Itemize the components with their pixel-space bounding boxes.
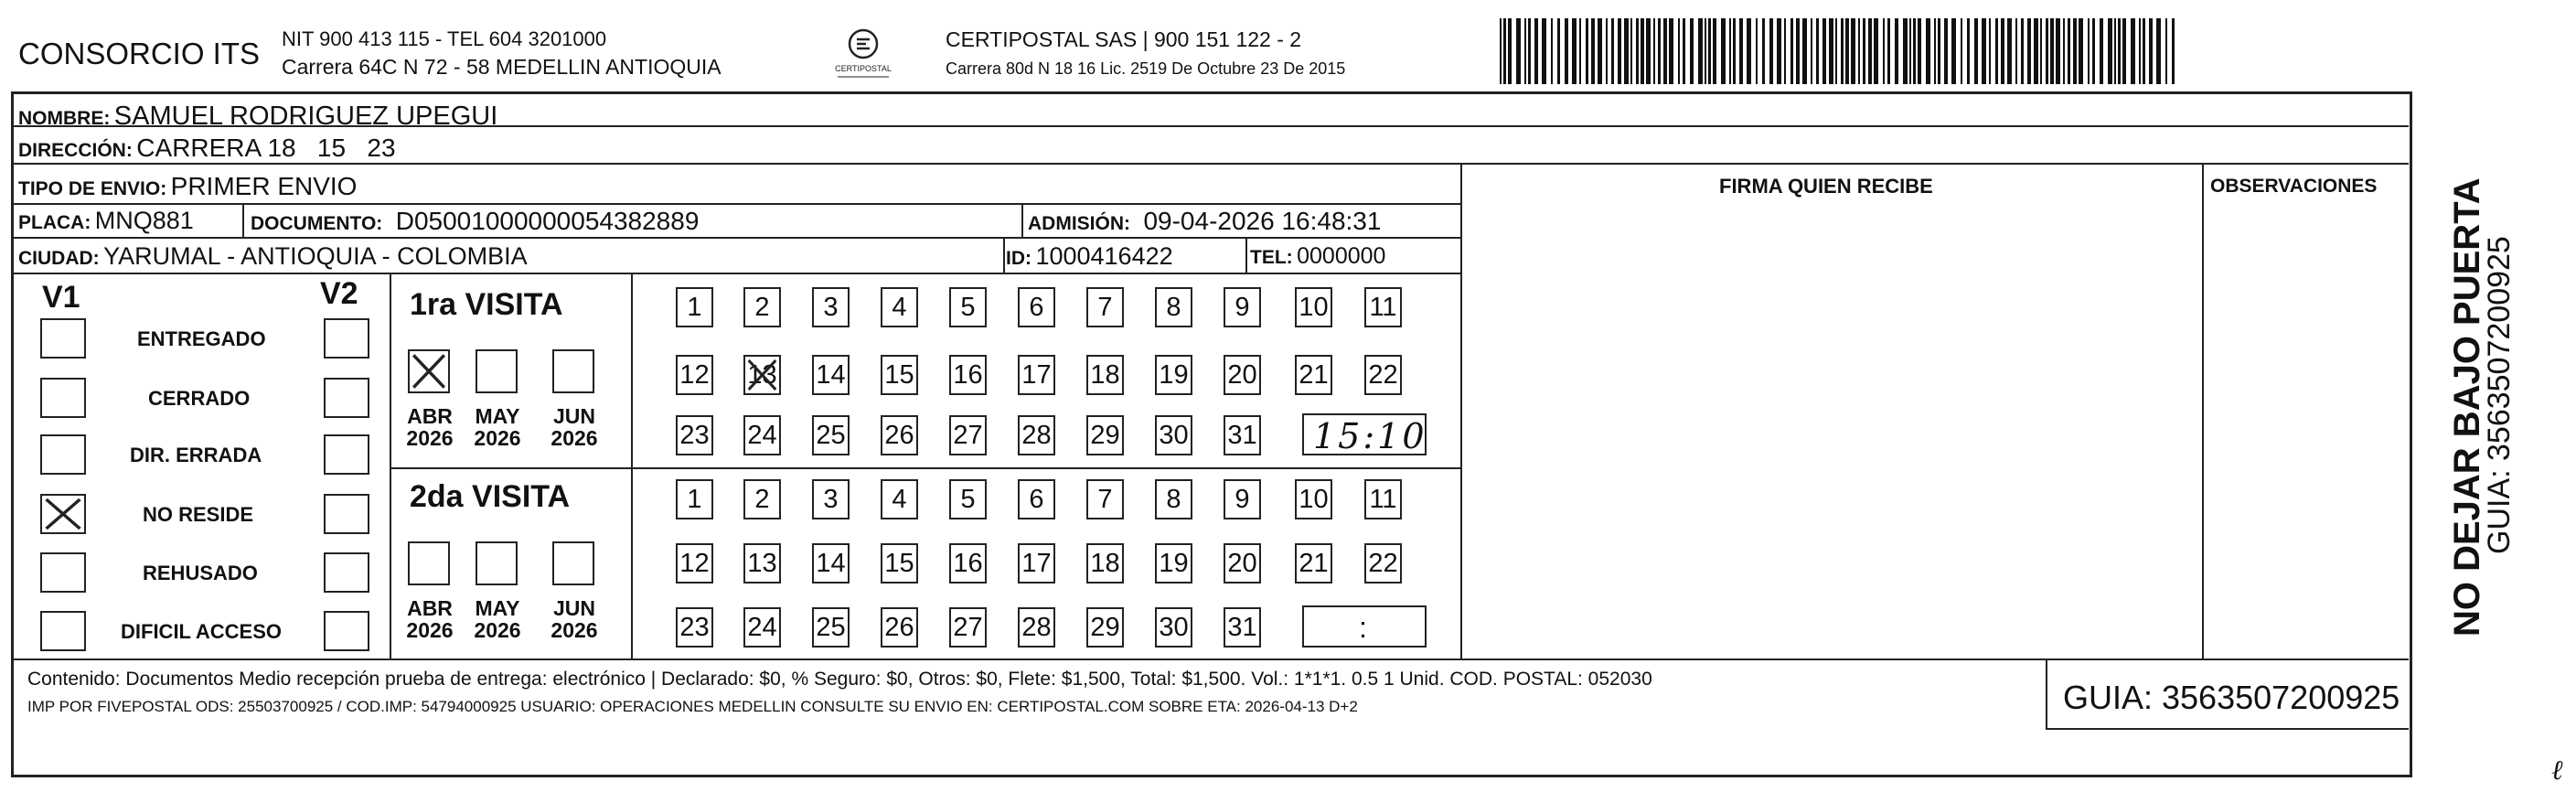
firma-header: FIRMA QUIEN RECIBE: [1719, 175, 1933, 198]
day-box[interactable]: 9: [1224, 479, 1261, 519]
day-box[interactable]: 2: [743, 479, 781, 519]
day-box[interactable]: 22: [1364, 355, 1402, 395]
month-checkbox[interactable]: [408, 541, 450, 585]
status-label: ENTREGADO: [137, 327, 266, 350]
day-box[interactable]: 1: [676, 287, 713, 327]
day-box[interactable]: 5: [949, 479, 987, 519]
year-label: 2026: [550, 618, 598, 642]
day-box[interactable]: 29: [1086, 415, 1124, 455]
carrier-name: CERTIPOSTAL SAS | 900 151 122 - 2: [946, 27, 1302, 51]
v2-checkbox[interactable]: [324, 611, 369, 651]
day-box[interactable]: 14: [812, 355, 850, 395]
v1-label: V1: [42, 280, 80, 315]
day-box[interactable]: 30: [1155, 415, 1192, 455]
day-box[interactable]: 26: [881, 415, 918, 455]
day-box[interactable]: 18: [1086, 543, 1124, 584]
year-label: 2026: [474, 618, 521, 642]
tel-value: 0000000: [1297, 243, 1386, 269]
day-box[interactable]: 7: [1086, 479, 1124, 519]
day-box[interactable]: 18: [1086, 355, 1124, 395]
month-label: JUN: [552, 596, 595, 620]
month-checkbox[interactable]: [552, 349, 594, 393]
placa-field: PLACA: MNQ881: [18, 207, 194, 234]
day-box[interactable]: 15: [881, 543, 918, 584]
company-address: Carrera 64C N 72 - 58 MEDELLIN ANTIOQUIA: [282, 55, 721, 79]
v1-checkbox[interactable]: [40, 434, 86, 475]
day-box[interactable]: 31: [1224, 607, 1261, 648]
day-box[interactable]: 27: [949, 415, 987, 455]
day-box[interactable]: 12: [676, 355, 713, 395]
side-instruction: NO DEJAR BAJO PUERTA: [2447, 177, 2487, 637]
v1-checkbox[interactable]: [40, 552, 86, 593]
v1-checkbox[interactable]: [40, 611, 86, 651]
month-checkbox[interactable]: [476, 349, 518, 393]
nombre-value: SAMUEL RODRIGUEZ UPEGUI: [113, 102, 498, 131]
year-label: 2026: [474, 426, 521, 450]
first-visit-time-box[interactable]: [1302, 413, 1427, 455]
day-box[interactable]: 10: [1295, 287, 1332, 327]
day-box[interactable]: 23: [676, 415, 713, 455]
day-box[interactable]: 2: [743, 287, 781, 327]
day-box[interactable]: 14: [812, 543, 850, 584]
direccion-field: DIRECCIÓN: CARRERA 18 15 23: [18, 134, 396, 162]
day-box[interactable]: 10: [1295, 479, 1332, 519]
day-box[interactable]: 27: [949, 607, 987, 648]
day-box[interactable]: 17: [1018, 543, 1055, 584]
certipostal-logo: [819, 24, 907, 82]
admision-value: 09-04-2026 16:48:31: [1143, 207, 1382, 235]
day-box[interactable]: 16: [949, 543, 987, 584]
year-label: 2026: [406, 618, 454, 642]
barcode: [1500, 18, 2180, 84]
month-label: JUN: [552, 404, 595, 428]
corner-mark: ℓ: [2551, 755, 2563, 787]
day-box[interactable]: 13: [743, 355, 781, 395]
nombre-field: NOMBRE: SAMUEL RODRIGUEZ UPEGUI: [18, 102, 498, 131]
day-box[interactable]: 3: [812, 287, 850, 327]
documento-value: D05001000000054382889: [395, 207, 700, 235]
status-label: REHUSADO: [143, 562, 258, 584]
v2-checkbox[interactable]: [324, 552, 369, 593]
day-box[interactable]: 12: [676, 543, 713, 584]
day-box[interactable]: 8: [1155, 479, 1192, 519]
day-box[interactable]: 19: [1155, 355, 1192, 395]
v1-checkbox[interactable]: [40, 378, 86, 418]
day-box[interactable]: 11: [1364, 287, 1402, 327]
month-checkbox[interactable]: [408, 349, 450, 393]
day-box[interactable]: 29: [1086, 607, 1124, 648]
day-box[interactable]: 20: [1224, 543, 1261, 584]
v1-checkbox[interactable]: [40, 494, 86, 534]
first-visit-time: 15:10: [1313, 416, 1427, 456]
day-box[interactable]: 16: [949, 355, 987, 395]
day-box[interactable]: 4: [881, 287, 918, 327]
day-box[interactable]: 8: [1155, 287, 1192, 327]
day-box[interactable]: 19: [1155, 543, 1192, 584]
ciudad-field: CIUDAD: YARUMAL - ANTIOQUIA - COLOMBIA: [18, 242, 528, 270]
ciudad-value: YARUMAL - ANTIOQUIA - COLOMBIA: [103, 242, 528, 270]
month-checkbox[interactable]: [552, 541, 594, 585]
v1-checkbox[interactable]: [40, 318, 86, 359]
month-label: ABR: [407, 596, 453, 620]
day-box[interactable]: 11: [1364, 479, 1402, 519]
status-label: CERRADO: [148, 387, 251, 410]
day-box[interactable]: 21: [1295, 355, 1332, 395]
placa-value: MNQ881: [94, 207, 194, 234]
documento-field: DOCUMENTO: D05001000000054382889: [251, 207, 700, 235]
day-box[interactable]: 28: [1018, 415, 1055, 455]
day-box[interactable]: 25: [812, 415, 850, 455]
direccion-value: CARRERA 18 15 23: [136, 134, 396, 162]
imp-text: IMP POR FIVEPOSTAL ODS: 25503700925 / COD.IMP: 54794000925 USUARIO: OPERACIONES MEDELLIN CONSULTE SU ENVIO EN: CERTIPOSTAL.COM SOBRE ETA: 2026-04-13 D+2: [27, 698, 1358, 715]
carrier-address: Carrera 80d N 18 16 Lic. 2519 De Octubre 23 De 2015: [946, 59, 1346, 78]
month-label: ABR: [407, 404, 453, 428]
day-box[interactable]: 23: [676, 607, 713, 648]
status-label: DIFICIL ACCESO: [121, 620, 283, 643]
day-box[interactable]: 20: [1224, 355, 1261, 395]
month-checkbox[interactable]: [476, 541, 518, 585]
day-box[interactable]: 25: [812, 607, 850, 648]
day-box[interactable]: 13: [743, 543, 781, 584]
logo-text: CERTIPOSTAL: [835, 64, 892, 73]
first-visit-title: 1ra VISITA: [410, 287, 563, 322]
day-box[interactable]: 6: [1018, 287, 1055, 327]
tel-field: TEL: 0000000: [1250, 243, 1386, 269]
day-box[interactable]: 4: [881, 479, 918, 519]
day-box[interactable]: 6: [1018, 479, 1055, 519]
id-field: ID: 1000416422: [1006, 242, 1173, 270]
company-name: CONSORCIO ITS: [18, 37, 261, 70]
id-value: 1000416422: [1035, 242, 1173, 270]
company-nit: NIT 900 413 115 - TEL 604 3201000: [282, 27, 607, 50]
day-box[interactable]: 3: [812, 479, 850, 519]
footer-guia: GUIA: 3563507200925: [2063, 679, 2400, 716]
v2-checkbox[interactable]: [324, 494, 369, 534]
day-box[interactable]: 30: [1155, 607, 1192, 648]
side-guia: GUIA: 3563507200925: [2482, 236, 2517, 554]
day-box[interactable]: 9: [1224, 287, 1261, 327]
second-visit-time-box[interactable]: [1302, 605, 1427, 648]
day-box[interactable]: 17: [1018, 355, 1055, 395]
day-box[interactable]: 7: [1086, 287, 1124, 327]
status-label: NO RESIDE: [143, 503, 254, 526]
day-box[interactable]: 5: [949, 287, 987, 327]
v2-label: V2: [320, 276, 358, 311]
day-box[interactable]: 22: [1364, 543, 1402, 584]
day-box[interactable]: 24: [743, 415, 781, 455]
month-label: MAY: [475, 404, 520, 428]
day-box[interactable]: 26: [881, 607, 918, 648]
day-box[interactable]: 21: [1295, 543, 1332, 584]
tipo-envio-value: PRIMER ENVIO: [170, 172, 358, 200]
day-box[interactable]: 24: [743, 607, 781, 648]
year-label: 2026: [550, 426, 598, 450]
status-label: DIR. ERRADA: [130, 444, 262, 466]
day-box[interactable]: 28: [1018, 607, 1055, 648]
tipo-envio-field: TIPO DE ENVIO: PRIMER ENVIO: [18, 172, 358, 200]
second-visit-title: 2da VISITA: [410, 479, 571, 514]
year-label: 2026: [406, 426, 454, 450]
v2-checkbox[interactable]: [324, 434, 369, 475]
observaciones-header: OBSERVACIONES: [2210, 176, 2378, 197]
admision-field: ADMISIÓN: 09-04-2026 16:48:31: [1028, 207, 1382, 235]
month-label: MAY: [475, 596, 520, 620]
v2-checkbox[interactable]: [324, 378, 369, 418]
day-box[interactable]: 1: [676, 479, 713, 519]
day-box[interactable]: 31: [1224, 415, 1261, 455]
contenido-text: Contenido: Documentos Medio recepción prueba de entrega: electrónico | Declarado: $0, % Seguro: $0, Otros: $0, Flete: $1,500, Total: $1,500. Vol.: 1*1*1. 0.5 1 Unid. COD. POSTAL: 052030: [27, 669, 1652, 690]
day-box[interactable]: 15: [881, 355, 918, 395]
v2-checkbox[interactable]: [324, 318, 369, 359]
second-visit-time: :: [1359, 611, 1367, 644]
